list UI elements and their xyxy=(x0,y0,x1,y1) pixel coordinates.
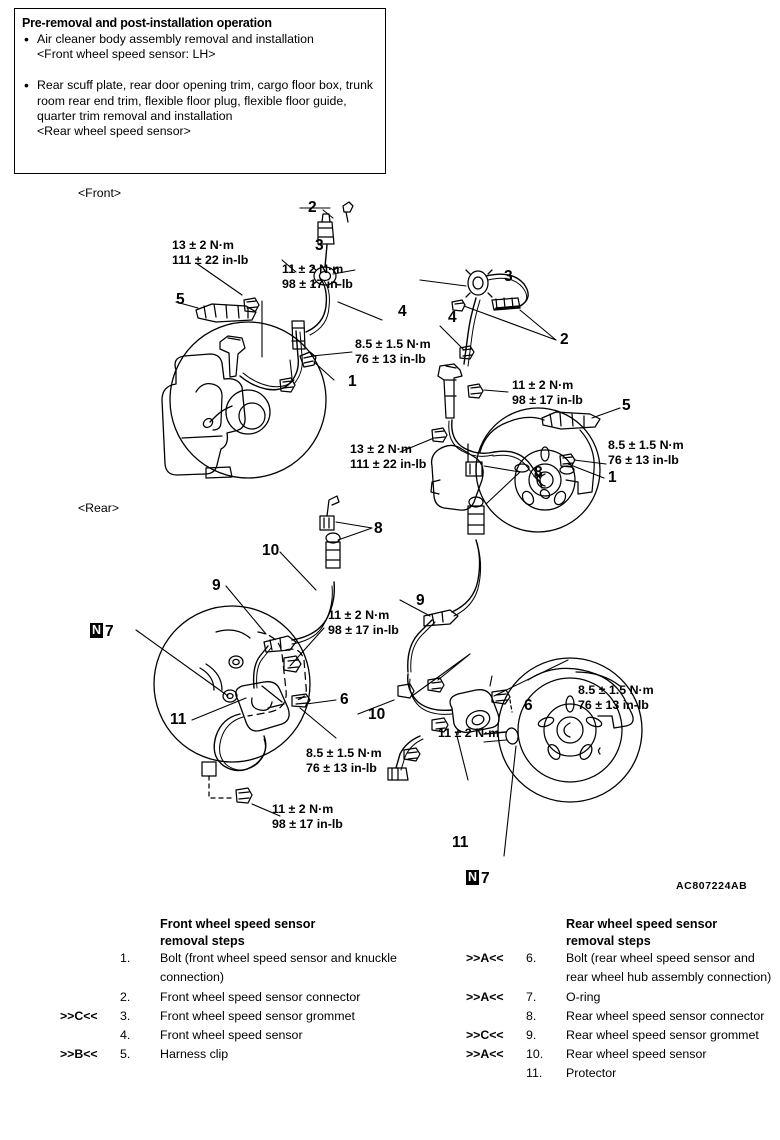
callout-2-front-right: 2 xyxy=(560,331,569,348)
callout-7-rear-left: N 7 xyxy=(92,623,114,640)
callout-8-rear-left: 8 xyxy=(374,520,383,537)
step-mark: >>C<< xyxy=(60,1008,98,1023)
step-number: 11. xyxy=(526,1066,543,1081)
callout-4-front-right: 4 xyxy=(448,309,457,326)
step-row xyxy=(60,1026,420,1045)
note-item-subtext: <Front wheel speed sensor: LH> xyxy=(37,47,216,62)
torque-label-85nm-rear-left: 8.5 ± 1.5 N·m 76 ± 13 in-lb xyxy=(306,746,382,775)
callout-6-rear-right: 6 xyxy=(524,697,533,714)
step-row xyxy=(60,1007,420,1026)
step-text: Bolt (front wheel speed sensor and knuckle connection) xyxy=(160,951,397,985)
section-label-front: <Front> xyxy=(78,186,122,200)
step-row xyxy=(60,1045,420,1064)
callout-5-front-right: 5 xyxy=(622,397,631,414)
callout-11-rear-right: 11 xyxy=(452,834,469,851)
callout-9-rear-right: 9 xyxy=(416,592,425,609)
section-label-rear: <Rear> xyxy=(78,501,120,515)
step-text: Harness clip xyxy=(160,1047,229,1062)
step-number: 2. xyxy=(120,989,131,1004)
step-text: Protector xyxy=(566,1066,617,1081)
callout-1-front-left: 1 xyxy=(348,373,357,390)
step-number: 10. xyxy=(526,1047,544,1062)
step-row xyxy=(466,949,780,987)
callout-4-front-left: 4 xyxy=(398,303,407,320)
step-number: 5. xyxy=(120,1047,131,1062)
step-row xyxy=(466,1026,780,1045)
step-number: 9. xyxy=(526,1028,537,1042)
torque-label-11nm-rear-left-upper: 11 ± 2 N·m 98 ± 17 in-lb xyxy=(328,608,399,637)
torque-label-85nm-front-left: 8.5 ± 1.5 N·m 76 ± 13 in-lb xyxy=(355,337,431,366)
step-mark: >>A<< xyxy=(466,1047,504,1062)
callout-1-front-right: 1 xyxy=(608,469,617,486)
step-text: Bolt (rear wheel speed sensor and rear wheel hub assembly connection) xyxy=(566,951,772,985)
note-box-title: Pre-removal and post-installation operation xyxy=(22,16,272,30)
step-text: O-ring xyxy=(566,989,601,1004)
step-mark: >>B<< xyxy=(60,1047,98,1062)
rear-steps-heading: Rear wheel speed sensor removal steps xyxy=(566,917,718,948)
callout-3-front-right: 3 xyxy=(504,268,513,285)
torque-label-11nm-front-left: 11 ± 2 N·m 98 ± 17 in-lb xyxy=(282,262,353,291)
torque-label-11nm-rear-right: 11 ± 2 N·m xyxy=(438,726,500,740)
torque-label-13nm-front-left: 13 ± 2 N·m 111 ± 22 in-lb xyxy=(172,238,249,267)
torque-label-85nm-front-right: 8.5 ± 1.5 N·m 76 ± 13 in-lb xyxy=(608,438,684,467)
step-row xyxy=(466,1007,780,1026)
note-list-item xyxy=(24,77,377,139)
n-mark-icon: N xyxy=(468,870,478,884)
step-row xyxy=(466,988,780,1007)
step-row xyxy=(466,1064,780,1083)
step-text: Rear wheel speed sensor connector xyxy=(566,1008,765,1023)
callout-6-rear-left: 6 xyxy=(340,691,349,708)
callout-10-rear-left: 10 xyxy=(262,542,280,559)
note-list-item xyxy=(24,31,377,62)
wheel-speed-sensor-diagram xyxy=(0,180,780,900)
torque-label-13nm-front-right: 13 ± 2 N·m 111 ± 22 in-lb xyxy=(350,442,427,471)
step-text: Front wheel speed sensor connector xyxy=(160,989,361,1004)
note-item-text: Air cleaner body assembly removal and installation xyxy=(37,32,314,46)
callout-3-front-left: 3 xyxy=(315,237,324,254)
callout-8-rear-right: 8 xyxy=(534,464,543,481)
figure-reference-code: AC807224AB xyxy=(676,880,748,892)
torque-label-85nm-rear-right: 8.5 ± 1.5 N·m 76 ± 13 in-lb xyxy=(578,683,654,712)
step-mark: >>A<< xyxy=(466,989,504,1004)
note-item-subtext: <Rear wheel speed sensor> xyxy=(37,124,191,139)
step-number: 6. xyxy=(526,951,537,966)
torque-label-11nm-rear-left-lower: 11 ± 2 N·m 98 ± 17 in-lb xyxy=(272,802,343,831)
step-row xyxy=(60,988,420,1007)
step-row xyxy=(466,1045,780,1064)
bullet-icon: • xyxy=(24,77,29,94)
callout-2-front-left: 2 xyxy=(308,199,317,216)
callout-7-rear-right: N 7 xyxy=(468,870,490,887)
pre-removal-note-box xyxy=(14,8,386,174)
torque-label-11nm-front-right: 11 ± 2 N·m 98 ± 17 in-lb xyxy=(512,378,583,407)
callout-5-front-left: 5 xyxy=(176,291,185,308)
step-text: Rear wheel speed sensor xyxy=(566,1047,707,1062)
step-text: Rear wheel speed sensor grommet xyxy=(566,1028,759,1042)
note-item-text: Rear scuff plate, rear door opening trim, cargo floor box, trunk room rear end trim, flexible floor plug, flexible floor guide, quarter trim removal and installation xyxy=(37,78,374,123)
front-removal-steps-list xyxy=(60,916,420,1064)
n-mark-icon: N xyxy=(92,623,102,637)
diagram-linework xyxy=(0,180,780,900)
step-text: Front wheel speed sensor grommet xyxy=(160,1008,355,1023)
step-mark: >>C<< xyxy=(466,1028,504,1042)
step-text: Front wheel speed sensor xyxy=(160,1028,303,1042)
step-row xyxy=(60,949,420,987)
rear-removal-steps-list xyxy=(466,916,780,1084)
step-number: 1. xyxy=(120,951,131,966)
step-number: 4. xyxy=(120,1028,131,1042)
front-steps-heading: Front wheel speed sensor removal steps xyxy=(160,917,316,948)
bullet-icon: • xyxy=(24,31,29,47)
step-number: 3. xyxy=(120,1008,131,1023)
step-number: 8. xyxy=(526,1008,537,1023)
callout-10-rear-right: 10 xyxy=(368,706,386,723)
step-mark: >>A<< xyxy=(466,951,504,966)
callout-9-rear-left: 9 xyxy=(212,577,221,594)
step-number: 7. xyxy=(526,989,537,1004)
callout-11-rear-left: 11 xyxy=(170,711,187,728)
